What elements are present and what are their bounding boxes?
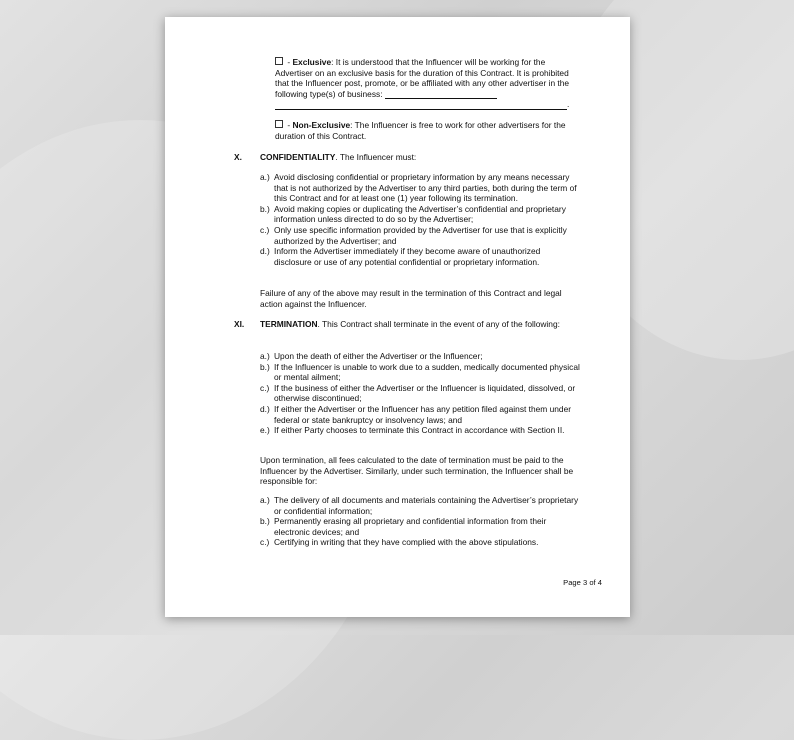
- section-heading: [260, 319, 580, 330]
- confidentiality-footer: Failure of any of the above may result in the termination of this Contract and legal action against the Influencer.: [260, 288, 562, 309]
- termination-list: [260, 351, 580, 436]
- section-intro: . This Contract shall terminate in the event of any of the following:: [317, 319, 560, 329]
- section-intro: . The Influencer must:: [335, 152, 417, 162]
- list-item: a.) Upon the death of either the Advertiser or the Influencer;: [260, 351, 483, 361]
- list-item: c.) Certifying in writing that they have complied with the above stipulations.: [260, 537, 539, 548]
- checkbox-icon[interactable]: [275, 120, 283, 128]
- section-number: XI.: [234, 319, 245, 329]
- checkbox-icon[interactable]: [275, 57, 283, 65]
- exclusive-option: - Exclusive: It is understood that the Influencer will be working for the Advertiser on an exclusive basis for the duration of this Contract. It is prohibited that the Influencer post, promote, or be affiliated with any other advertiser in the following type(s) of business: .: [275, 57, 570, 110]
- business-type-field-line2[interactable]: [275, 101, 567, 110]
- termination-after: Upon termination, all fees calculated to the date of termination must be paid to the Influencer by the Advertiser. Similarly, under such termination, the Influencer shall be responsible for:: [260, 455, 574, 487]
- list-item: b.) Permanently erasing all proprietary and confidential information from their electronic devices; and: [260, 516, 547, 537]
- page-number: Page 3 of 4: [563, 578, 602, 588]
- list-item: b.) Avoid making copies or duplicating the Advertiser’s confidential and proprietary information unless directed to do so by the Advertiser;: [260, 203, 566, 225]
- list-item: a.) Avoid disclosing confidential or proprietary information by any means necessary that is not authorized by the Advertiser to any third parties, both during the term of this Contract and for at least one (1) year following its termination.: [260, 172, 577, 204]
- section-title: CONFIDENTIALITY: [260, 152, 336, 162]
- non-exclusive-option: - Non-Exclusive: The Influencer is free to work for other advertisers for the duration of this Contract.: [275, 120, 566, 141]
- section-number: X.: [234, 152, 242, 162]
- exclusive-text: : It is understood that the Influencer will be working for the Advertiser on an exclusive basis for the duration of this Contract. It is prohibited that the Influencer post, promote, or be affiliated with any other advertiser in the following type(s) of business:: [275, 57, 570, 99]
- confidentiality-list: [260, 172, 580, 267]
- list-item: d.) Inform the Advertiser immediately if they become aware of unauthorized disclosure or use of any potential confidential or proprietary information.: [260, 246, 541, 267]
- list-item: b.) If the Influencer is unable to work due to a sudden, medically documented physical or mental ailment;: [260, 361, 580, 383]
- list-item: c.) Only use specific information provided by the Advertiser for use that is explicitly authorized by the Advertiser; and: [260, 224, 567, 246]
- exclusive-label: Exclusive: [292, 57, 332, 67]
- list-item: c.) If the business of either the Advertiser or the Influencer is liquidated, dissolved, or otherwise discontinued;: [260, 382, 576, 404]
- section-title: TERMINATION: [260, 319, 318, 329]
- non-exclusive-label: Non-Exclusive: [292, 120, 351, 130]
- list-item: d.) If either the Advertiser or the Influencer has any petition filed against them under federal or state bankruptcy or insolvency laws; and: [260, 403, 572, 425]
- list-item: e.) If either Party chooses to terminate this Contract in accordance with Section II.: [260, 425, 565, 436]
- non-exclusive-text: : The Influencer is free to work for other advertisers for the duration of this Contract.: [275, 120, 566, 141]
- business-type-field[interactable]: [385, 90, 497, 99]
- document-page: [165, 17, 630, 617]
- termination-responsibilities-list: [260, 495, 580, 548]
- list-item: a.) The delivery of all documents and materials containing the Advertiser’s proprietary or confidential information;: [260, 495, 579, 516]
- section-heading: [260, 152, 580, 163]
